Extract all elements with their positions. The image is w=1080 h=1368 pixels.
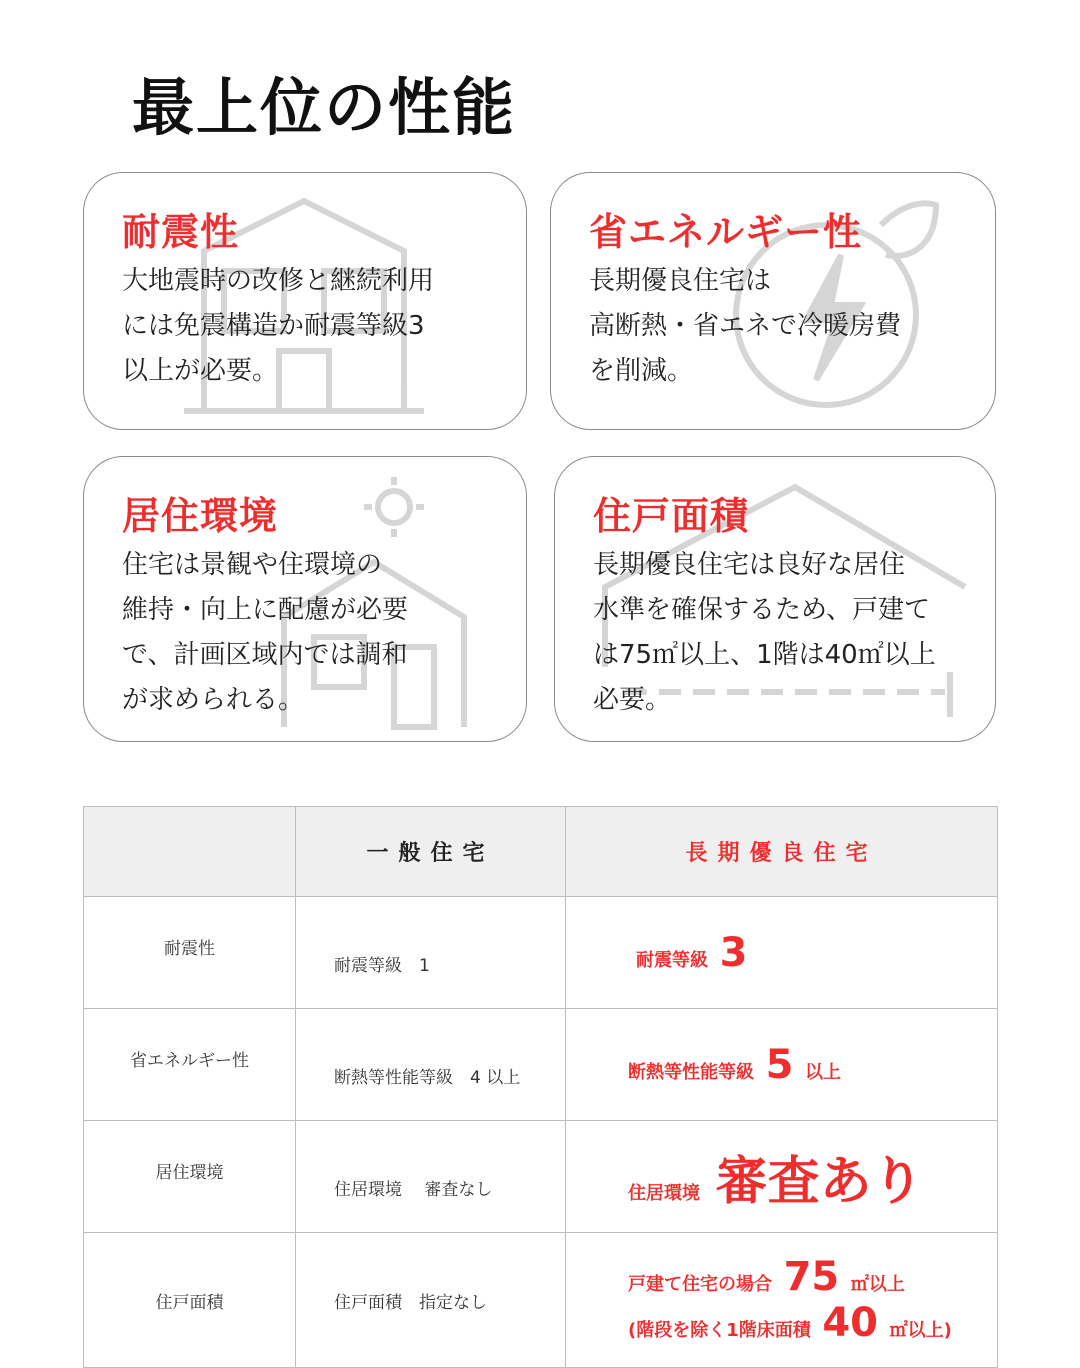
- long-term-unit: ㎡以上: [850, 1274, 905, 1295]
- card-title: 省エネルギー性: [589, 210, 863, 254]
- long-term-number: 5: [765, 1041, 794, 1088]
- table-row: [84, 1009, 998, 1121]
- long-term-value: [566, 1009, 998, 1121]
- long-term-value: [566, 1121, 998, 1233]
- header-blank: [84, 807, 296, 897]
- row-category: 居住環境: [84, 1121, 296, 1233]
- card-energy: [550, 172, 996, 430]
- row-category: 省エネルギー性: [84, 1009, 296, 1121]
- card-environment: [83, 456, 527, 742]
- table-row: [84, 1233, 998, 1368]
- card-title: 住戸面積: [593, 494, 750, 538]
- table-row: [84, 1121, 998, 1233]
- long-term-label: 耐震等級: [636, 949, 708, 971]
- general-value: 住居環境 審査なし: [296, 1121, 566, 1233]
- card-body: 住宅は景観や住環境の 維持・向上に配慮が必要 で、計画区域内では調和 が求められる。: [122, 550, 409, 715]
- header-long-term-house: 長期優良住宅: [566, 807, 998, 897]
- row-category: 住戸面積: [84, 1233, 296, 1368]
- table-header-row: [84, 807, 998, 897]
- card-floor-area: [554, 456, 996, 742]
- long-term-label: 住居環境: [628, 1183, 700, 1204]
- long-term-label: 戸建て住宅の場合: [628, 1274, 772, 1295]
- long-term-review: 審査あり: [715, 1152, 924, 1212]
- header-general-house: 一般住宅: [296, 807, 566, 897]
- long-term-value: [566, 1233, 998, 1368]
- long-term-line-detached: [628, 1254, 997, 1300]
- long-term-label: 断熱等性能等級: [628, 1061, 754, 1083]
- general-value: 住戸面積 指定なし: [296, 1233, 566, 1368]
- comparison-table: [83, 806, 998, 1368]
- card-title: 居住環境: [122, 494, 279, 538]
- page-title: 最上位の性能: [132, 71, 517, 144]
- general-value: 断熱等性能等級 4 以上: [296, 1009, 566, 1121]
- general-value: 耐震等級 1: [296, 897, 566, 1009]
- long-term-number: 40: [822, 1300, 879, 1346]
- card-title: 耐震性: [122, 210, 240, 254]
- row-category: 耐震性: [84, 897, 296, 1009]
- long-term-label: (階段を除く1階床面積: [628, 1320, 811, 1341]
- long-term-number: 75: [783, 1254, 840, 1300]
- long-term-unit: ㎡以上): [889, 1320, 952, 1341]
- card-body: 大地震時の改修と継続利用 には免震構造か耐震等級3 以上が必要。: [122, 266, 435, 386]
- card-seismic: [83, 172, 527, 430]
- long-term-number: 3: [719, 929, 748, 976]
- long-term-line-first-floor: [628, 1300, 997, 1346]
- card-body: 長期優良住宅は良好な居住 水準を確保するため、戸建て は75㎡以上、1階は40㎡以上 必要。: [593, 550, 936, 715]
- card-body: 長期優良住宅は 高断熱・省エネで冷暖房費 を削減。: [589, 266, 902, 386]
- long-term-suffix: 以上: [805, 1061, 841, 1083]
- long-term-value: [566, 897, 998, 1009]
- table-row: [84, 897, 998, 1009]
